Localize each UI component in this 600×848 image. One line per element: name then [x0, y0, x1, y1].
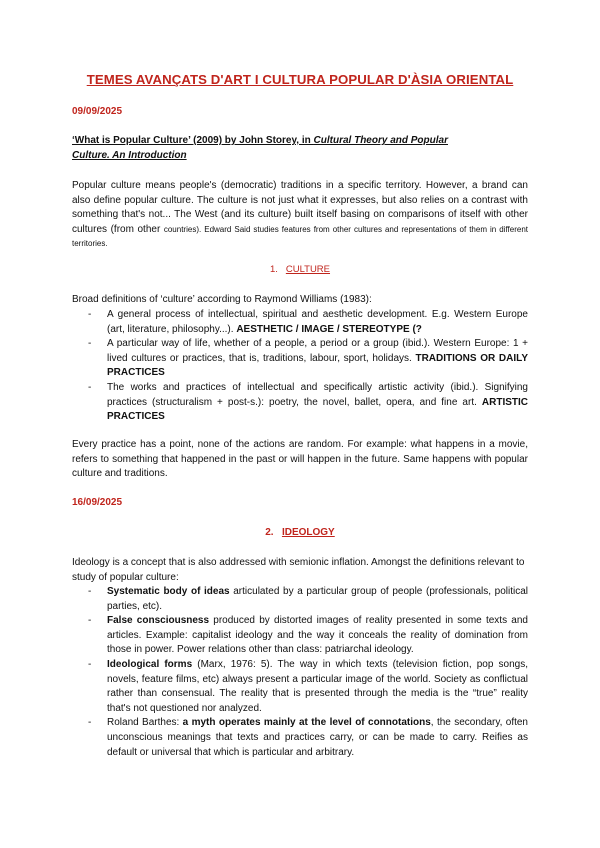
list-item-emphasis: ARTISTIC PRACTICES [107, 396, 528, 423]
list-marker: - [88, 658, 92, 670]
list-item [88, 716, 528, 760]
list-item-text: (Marx, 1976: 5). The way in which texts (television fiction, pop songs, novels, feature films, etc) always present a particular image of the world. Society as conflictual rather than consensual. The reality that is presented through the media is the “true” reality that's not questioned nor analyzed. [107, 658, 528, 714]
intro-text: Popular culture means people's (democratic) traditions in a specific territory. However, a brand can also define popular culture. The culture is not just what it expresses, but also relies on a contrast with something that's not... The West (and its culture) built itself basing on comparisons of itself with other cultures (from other [72, 180, 528, 235]
section1-title: CULTURE [285, 264, 331, 275]
culture-definition-list [88, 308, 528, 425]
list-item [88, 614, 528, 658]
ideology-definition-list [88, 585, 528, 760]
list-marker: - [88, 717, 92, 729]
list-item-text: A particular way of life, whether of a people, a period or a group (ibid.). Western Europe: 1 + lived cultures or practices, that is, traditions, labour, sport, holidays. [107, 338, 528, 364]
intro-small-b: Edward Said studies features from other cultures and representations of them in different territories. [72, 224, 528, 249]
list-item-text: , the secondary, often unconscious meanings that texts and practices carry, or can be made to carry. Reifies as default or universal that which is particular and arbitrary. [107, 717, 528, 758]
list-item [88, 658, 528, 716]
intro-small-a: countries). [163, 224, 202, 234]
date-heading-2: 16/09/2025 [72, 497, 123, 508]
reference-book-title-cont: Culture. An Introduction [72, 149, 187, 161]
list-item-text: produced by distorted images of reality presented in some texts and articles. Example: capitalist ideology and the way it conceals the reality of domination from those in power. Power relations other than class: patriarchal ideology. [107, 615, 528, 656]
culture-intro: Broad definitions of ‘culture’ according to Raymond Williams (1983): [72, 294, 372, 305]
list-item [88, 381, 528, 425]
list-marker: - [88, 615, 92, 627]
ideology-intro: Ideology is a concept that is also addressed with semionic inflation. Amongst the definitions relevant to study of popular culture: [72, 557, 525, 583]
list-item-emphasis: Systematic body of ideas [107, 586, 230, 597]
section2-number: 2. [265, 527, 274, 538]
practice-paragraph: Every practice has a point, none of the actions are random. For example: what happens in a movie, refers to something that happened in the past or will happen in the future. Same happens with popular culture and traditions. [72, 439, 528, 480]
list-item-text: The works and practices of intellectual and specifically artistic activity (ibid.). Signifying practices (structuralism + post-s.): poetry, the novel, ballet, opera, and fine art. [107, 381, 528, 408]
list-item-emphasis: Ideological forms [107, 658, 193, 670]
list-item [88, 337, 528, 381]
reference-book-title: Cultural Theory and Popular [313, 135, 448, 146]
section2-title: IDEOLOGY [281, 527, 335, 538]
list-marker: - [88, 586, 92, 597]
list-item [88, 308, 528, 337]
document-title: TEMES AVANÇATS D'ART I CULTURA POPULAR D'ÀSIA ORIENTAL [86, 72, 514, 87]
list-item-emphasis: a myth operates mainly at the level of connotations [182, 717, 431, 729]
reference-citation [72, 134, 528, 163]
intro-paragraph [72, 179, 528, 252]
list-item-text: articulated by a particular group of people (professionals, political parties, etc). [107, 586, 529, 612]
reference-main: ‘What is Popular Culture’ (2009) by John Storey, in [72, 135, 314, 146]
list-marker: - [88, 338, 92, 350]
list-item-emphasis: TRADITIONS OR DAILY PRACTICES [107, 352, 528, 379]
list-item-emphasis: False consciousness [107, 615, 210, 627]
list-item-lead: Roland Barthes: [107, 717, 183, 729]
list-item-emphasis: AESTHETIC / IMAGE / STEREOTYPE (? [236, 323, 422, 335]
section1-number: 1. [269, 264, 278, 275]
list-marker: - [88, 309, 92, 320]
list-item-text: A general process of intellectual, spiritual and aesthetic development. E.g. Western Europe (art, literature, philosophy...). [107, 309, 528, 335]
list-marker: - [88, 381, 92, 393]
section-heading-culture [0, 264, 600, 275]
date-heading-1: 09/09/2025 [72, 106, 123, 117]
section-heading-ideology [0, 527, 600, 538]
list-item [88, 585, 528, 614]
